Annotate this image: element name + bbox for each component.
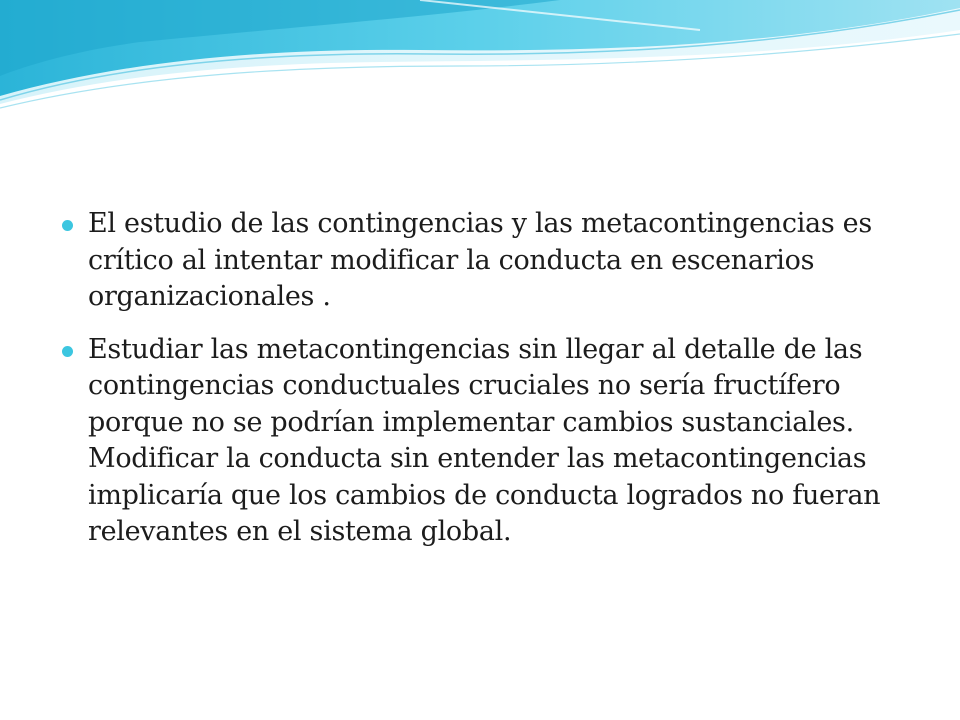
bullet-text: Estudiar las metacontingencias sin llegar al detalle de las contingencias conductuales cruciales no sería fructífero porque no se podrían implementar cambios sustanciales. Modificar la conducta sin entender las metacontingencias implicaría que los cambios de conducta logrados no fueran relevantes en el sistema global. [88, 333, 881, 547]
bullet-text: El estudio de las contingencias y las metacontingencias es crítico al intentar modificar la conducta en escenarios organizacionales . [88, 208, 872, 312]
bullet-item [62, 206, 912, 316]
wave-header-decoration [0, 0, 960, 120]
bullet-dot-icon [62, 220, 73, 231]
slide-content [62, 206, 912, 567]
bullet-item [62, 332, 912, 551]
bullet-dot-icon [62, 346, 73, 357]
bullet-list [62, 206, 912, 551]
